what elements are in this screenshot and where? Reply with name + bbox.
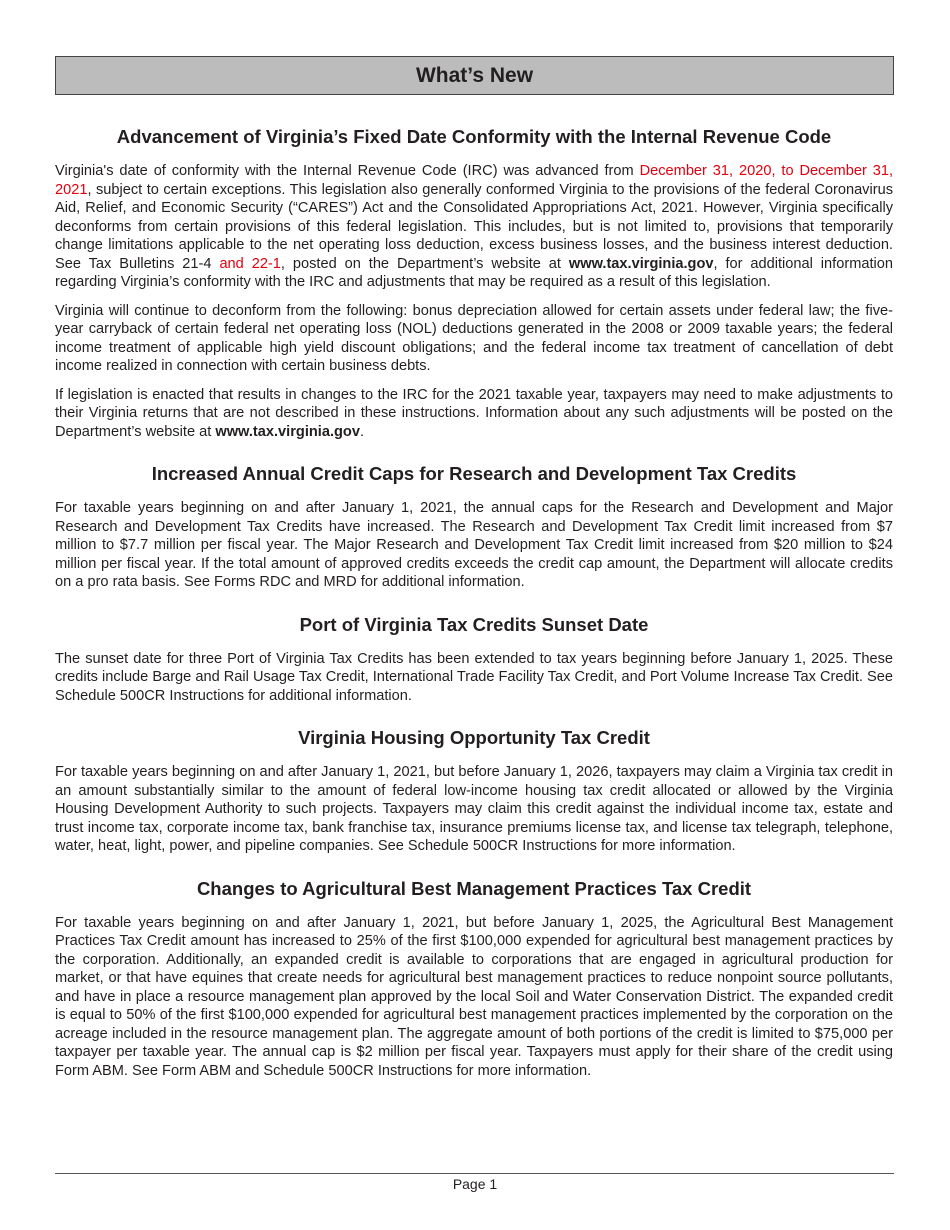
page-title: What’s New bbox=[415, 63, 534, 87]
website-link[interactable]: www.tax.virginia.gov bbox=[215, 423, 360, 440]
highlighted-date-range: December 31, 2020, to December 31, 2021 bbox=[55, 163, 893, 198]
section-heading: Increased Annual Credit Caps for Research and Development Tax Credits bbox=[151, 463, 797, 484]
website-link[interactable]: www.tax.virginia.gov bbox=[568, 255, 714, 272]
section-rd-credit-caps bbox=[55, 463, 893, 592]
section-heading: Advancement of Virginia’s Fixed Date Conformity with the Internal Revenue Code bbox=[116, 126, 832, 147]
section-housing-credit bbox=[55, 727, 893, 856]
paragraph: For taxable years beginning on and after January 1, 2021, the annual caps for the Research and Development and Major Research and Development Tax Credits have increased. The Research and Development Tax Credit limit increased from $7 million to $7.7 million per fiscal year. The Major Research and Development Tax Credit limit increased from $20 million to $24 million per fiscal year. If the total amount of approved credits exceeds the credit cap amount, the Department will allocate credits on a pro rata basis. See Forms RDC and MRD for additional information. bbox=[55, 500, 893, 590]
section-heading: Changes to Agricultural Best Management Practices Tax Credit bbox=[196, 877, 752, 899]
paragraph: For taxable years beginning on and after January 1, 2021, but before January 1, 2025, the Agricultural Best Management Practices Tax Credit amount has increased to 25% of the first $100,000 expended for agricultural best management practices by the corporation. Additionally, an expanded credit is available to corporations that are engaged in agricultural production for market, or that have equines that create needs for agricultural best management practices to reduce nonpoint source pollutants, and have in place a resource management plan approved by the local Soil and Water Conservation District. The expanded credit is equal to 50% of the first $100,000 expended for agricultural best management practices implemented by the corporation on the acreage included in the resource management plan. The aggregate amount of both portions of the credit is limited to $75,000 per taxpayer per taxable year. The annual cap is $2 million per fiscal year. Taxpayers must apply for their share of the credit using Form ABM. See Form ABM and Schedule 500CR Instructions for more information. bbox=[55, 914, 893, 1079]
highlighted-bulletin: and 22-1 bbox=[219, 255, 281, 272]
section-heading: Port of Virginia Tax Credits Sunset Date bbox=[299, 613, 649, 635]
text-run: , posted on the Department’s website at bbox=[280, 255, 569, 272]
page-number: Page 1 bbox=[452, 1176, 498, 1192]
footer-divider bbox=[55, 1173, 894, 1174]
paragraph: The sunset date for three Port of Virginia Tax Credits has been extended to tax years beginning before January 1, 2025. These credits include Barge and Rail Usage Tax Credit, International Trade Facility Tax Credit, and Port Volume Increase Tax Credit. See Schedule 500CR Instructions for additional information. bbox=[55, 650, 893, 704]
paragraph bbox=[55, 386, 893, 442]
section-agricultural-credit bbox=[55, 878, 893, 1081]
page-banner bbox=[55, 56, 894, 95]
text-run: , subject to certain exceptions. This legislation also generally conformed Virginia to the provisions of the federal Coronavirus Aid, Relief, and Economic Security (“CARES”) Act and the Consolidated Appropriations Act, 2021. However, Virginia specifically deconforms from certain provisions of this federal legislation. This includes, but is not limited to, provisions that temporarily change limitations applicable to the net operating loss deduction, excess business losses, and the business interest deduction. See Tax Bulletins 21-4 bbox=[55, 181, 893, 272]
section-irc-conformity bbox=[55, 126, 893, 441]
section-heading: Virginia Housing Opportunity Tax Credit bbox=[298, 727, 650, 748]
text-run: , for additional information regarding Virginia’s conformity with the IRC and adjustments that may be required as a result of this legislation. bbox=[55, 255, 893, 290]
main-content bbox=[55, 126, 893, 1102]
text-run: Virginia's date of conformity with the Internal Revenue Code (IRC) was advanced from bbox=[55, 163, 640, 179]
paragraph: Virginia will continue to deconform from the following: bonus depreciation allowed for certain assets under federal law; the five-year carryback of certain federal net operating loss (NOL) deductions generated in the 2008 or 2009 taxable years; the federal income treatment of applicable high yield discount obligations; and the federal income tax treatment of cancellation of debt income realized in connection with certain business debts. bbox=[55, 302, 893, 374]
text-run: . bbox=[359, 423, 365, 440]
paragraph: For taxable years beginning on and after January 1, 2021, but before January 1, 2026, taxpayers may claim a Virginia tax credit in an amount substantially similar to the amount of federal low-income housing tax credit allocated or allowed by the Virginia Housing Development Authority to such projects. Taxpayers may claim this credit against the individual income tax, estate and trust income tax, corporate income tax, bank franchise tax, insurance premiums license tax, and license tax telegraph, telephone, water, heat, light, power, and pipeline companies. See Schedule 500CR Instructions for more information. bbox=[55, 764, 893, 854]
text-run: If legislation is enacted that results in changes to the IRC for the 2021 taxable year, taxpayers may need to make adjustments to their Virginia returns that are not described in these instructions. Information about any such adjustments will be posted on the Department’s website at bbox=[55, 386, 893, 440]
section-port-credits-sunset bbox=[55, 614, 893, 706]
paragraph bbox=[55, 162, 893, 292]
